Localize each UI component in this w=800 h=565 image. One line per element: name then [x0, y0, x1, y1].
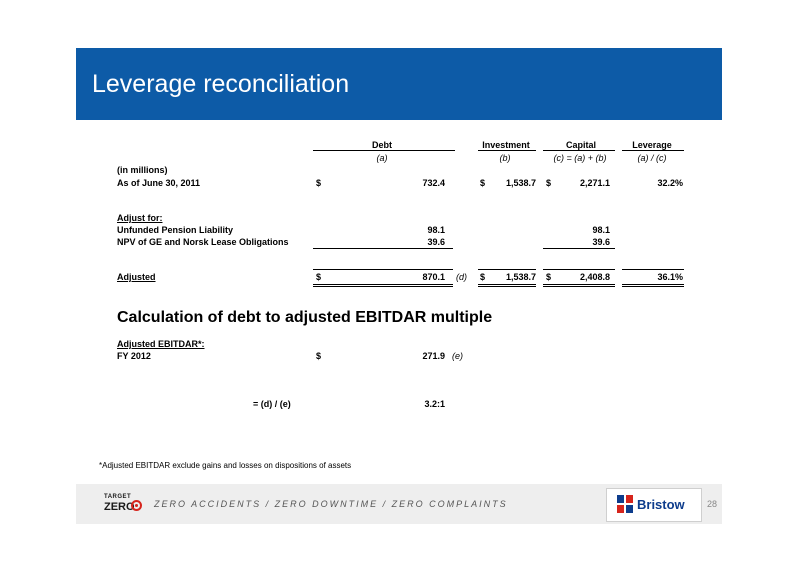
asof-capital-currency: $ [546, 178, 552, 188]
bristow-wordmark: Bristow [637, 497, 685, 512]
rule-adjusted-capital-bottom-2 [543, 286, 615, 287]
rule-adjusted-capital-top [543, 269, 615, 270]
target-zero-logo-bottom: ZERO [104, 501, 135, 513]
adjusted-investment: 1,538.7 [505, 272, 536, 282]
asof-capital: 2,271.1 [579, 178, 610, 188]
footnote: *Adjusted EBITDAR exclude gains and losses on dispositions of assets [99, 461, 352, 470]
bristow-logo [606, 488, 702, 522]
adjustment-debt: 98.1 [427, 225, 445, 235]
col-leverage-sub: (a) / (c) [637, 153, 667, 163]
col-capital: Capital [565, 140, 596, 150]
asof-label: As of June 30, 2011 [117, 178, 201, 188]
page-title: Leverage reconciliation [92, 70, 350, 98]
col-leverage: Leverage [632, 140, 672, 150]
adjusted-investment-currency: $ [480, 272, 486, 282]
rule-adjusted-debt-bottom-2 [313, 286, 453, 287]
adjustment-debt: 39.6 [427, 237, 445, 247]
adjusted-debt: 870.1 [422, 272, 445, 282]
ebitdar-value: 271.9 [422, 351, 445, 361]
rule-investment-header [478, 150, 536, 151]
units-label: (in millions) [117, 165, 168, 175]
adjustment-label: Unfunded Pension Liability [117, 225, 234, 235]
rule-adjust-debt [313, 248, 453, 249]
adjustment-label: NPV of GE and Norsk Lease Obligations [117, 237, 289, 247]
rule-adjusted-investment-bottom-2 [478, 286, 536, 287]
adjusted-label: Adjusted [117, 272, 156, 282]
adjustment-capital: 98.1 [592, 225, 610, 235]
asof-debt: 732.4 [422, 178, 445, 188]
col-capital-sub: (c) = (a) + (b) [553, 153, 607, 163]
section-title: Calculation of debt to adjusted EBITDAR multiple [117, 309, 493, 326]
ratio-label: = (d) / (e) [253, 399, 291, 409]
rule-adjusted-leverage-top [622, 269, 684, 270]
page-number: 28 [707, 499, 718, 509]
target-zero-logo [104, 494, 144, 516]
adjusted-debt-tag: (d) [456, 272, 467, 282]
ebitdar-currency: $ [316, 351, 322, 361]
bristow-mark-icon [617, 495, 633, 513]
rule-adjusted-debt-bottom [313, 284, 453, 285]
rule-leverage-header [622, 150, 684, 151]
asof-investment: 1,538.7 [505, 178, 536, 188]
adjusted-capital-currency: $ [546, 272, 552, 282]
footer-slogan: ZERO ACCIDENTS / ZERO DOWNTIME / ZERO COMPLAINTS [154, 499, 508, 509]
adjust-label: Adjust for: [117, 213, 163, 223]
rule-adjusted-capital-bottom [543, 284, 615, 285]
adjusted-debt-currency: $ [316, 272, 322, 282]
target-icon [131, 500, 142, 511]
ebitdar-label: Adjusted EBITDAR*: [117, 339, 205, 349]
ebitdar-tag: (e) [452, 351, 463, 361]
rule-adjusted-investment-bottom [478, 284, 536, 285]
rule-adjust-capital [543, 248, 615, 249]
adjustment-capital: 39.6 [592, 237, 610, 247]
rule-capital-header [543, 150, 615, 151]
col-debt: Debt [372, 140, 392, 150]
col-investment: Investment [482, 140, 530, 150]
rule-adjusted-leverage-bottom-2 [622, 286, 684, 287]
rule-debt-header [313, 150, 455, 151]
target-zero-logo-top: TARGET [104, 494, 132, 500]
adjusted-capital: 2,408.8 [579, 272, 610, 282]
adjusted-leverage: 36.1% [657, 272, 683, 282]
ratio-value: 3.2:1 [424, 399, 445, 409]
asof-leverage: 32.2% [657, 178, 683, 188]
rule-adjusted-investment-top [478, 269, 536, 270]
rule-adjusted-leverage-bottom [622, 284, 684, 285]
col-investment-sub: (b) [499, 153, 511, 163]
asof-investment-currency: $ [480, 178, 486, 188]
col-debt-sub: (a) [376, 153, 388, 163]
asof-debt-currency: $ [316, 178, 322, 188]
rule-adjusted-debt-top [313, 269, 453, 270]
ebitdar-row-label: FY 2012 [117, 351, 151, 361]
